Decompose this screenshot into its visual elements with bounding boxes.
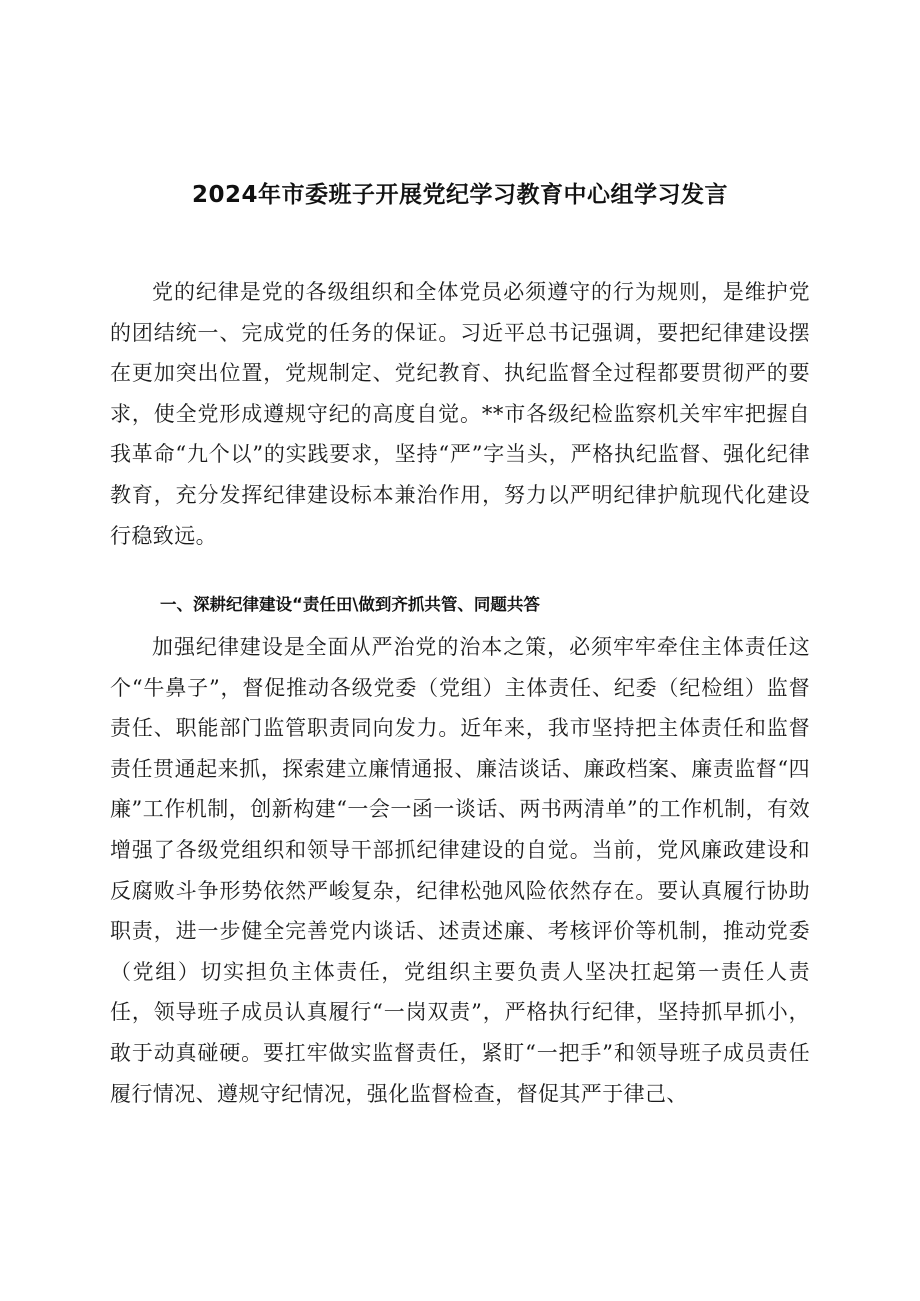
document-title: 2024年市委班子开展党纪学习教育中心组学习发言 <box>191 182 728 208</box>
intro-paragraph: 党的纪律是党的各级组织和全体党员必须遵守的行为规则，是维护党的团结统一、完成党的任务的保证。习近平总书记强调，要把纪律建设摆在更加突出位置，党规制定、党纪教育、执纪监督全过程都要贯彻严的要求，使全党形成遵规守纪的高度自觉。**市各级纪检监察机关牢牢把握自我革命“九个以”的实践要求，坚持“严”字当头，严格执纪监督、强化纪律教育，充分发挥纪律建设标本兼治作用，努力以严明纪律护航现代化建设行稳致远。 <box>110 280 810 548</box>
section-heading-1: 一、深耕纪律建设“责任田\做到齐抓共管、同题共答 <box>160 595 540 614</box>
section-1-paragraph: 加强纪律建设是全面从严治党的治本之策，必须牢牢牵住主体责任这个“牛鼻子”，督促推动各级党委（党组）主体责任、纪委（纪检组）监督责任、职能部门监管职责同向发力。近年来，我市坚持把主体责任和监督责任贯通起来抓，探索建立廉情通报、廉洁谈话、廉政档案、廉责监督“四廉”工作机制，创新构建“一会一函一谈话、两书两清单”的工作机制，有效增强了各级党组织和领导干部抓纪律建设的自觉。当前，党风廉政建设和反腐败斗争形势依然严峻复杂，纪律松弛风险依然存在。要认真履行协助职责，进一步健全完善党内谈话、述责述廉、考核评价等机制，推动党委（党组）切实担负主体责任，党组织主要负责人坚决扛起第一责任人责任，领导班子成员认真履行“一岗双责”，严格执行纪律，坚持抓早抓小，敢于动真碰硬。要扛牢做实监督责任，紧盯“一把手”和领导班子成员责任履行情况、遵规守纪情况，强化监督检查，督促其严于律己、 <box>110 635 810 1106</box>
